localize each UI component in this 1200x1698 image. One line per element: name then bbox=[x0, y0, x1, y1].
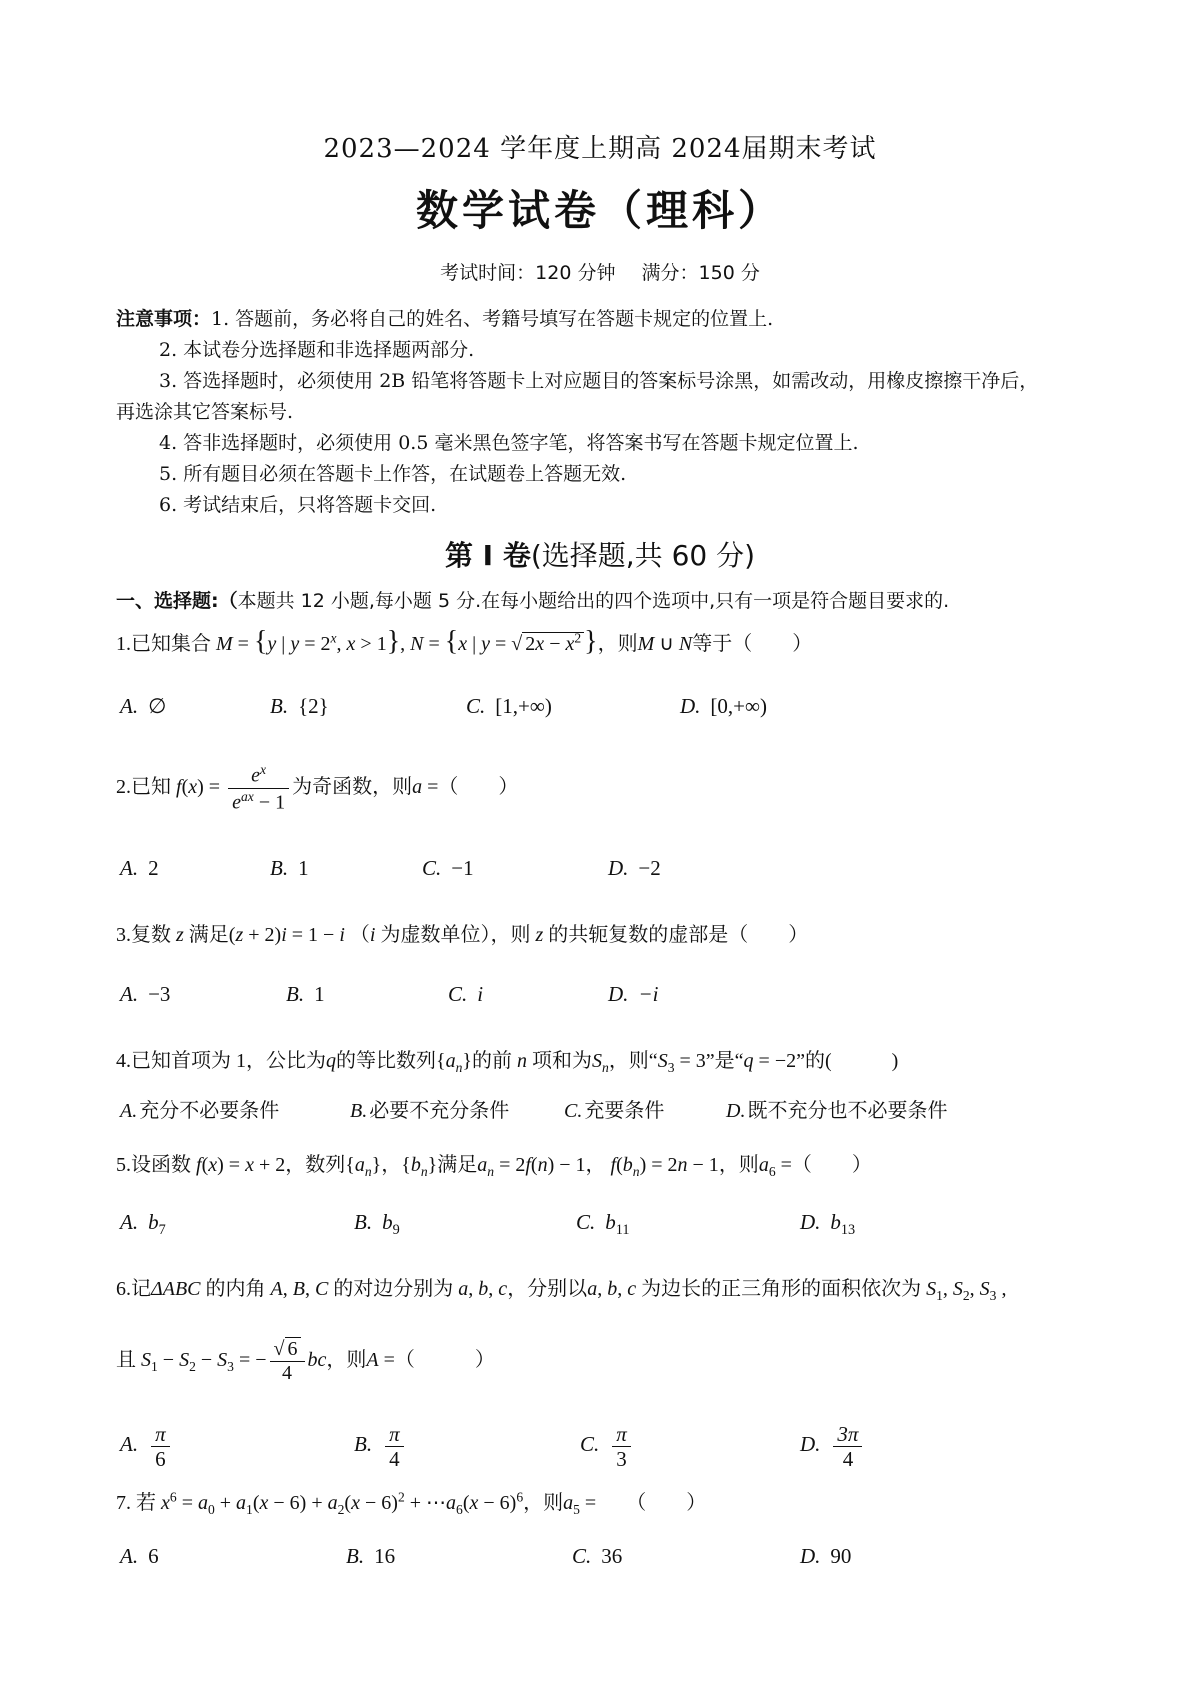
option: A. 6 bbox=[120, 1544, 159, 1568]
question-4: 4.已知首项为 1，公比为q的等比数列$\{a_n\}$的前 n 项和为$S_n$，则“$S_3 = 3$”是“q = −2”的( ) bbox=[116, 1050, 899, 1075]
exam-score: 满分：150 分 bbox=[641, 262, 760, 284]
option: B. {2} bbox=[270, 694, 329, 718]
option: D. 90 bbox=[800, 1544, 852, 1568]
math-expression: f(x) = $\frac{e^x}{e^{ax} - 1}$ bbox=[176, 776, 292, 798]
option: B. 1 bbox=[286, 982, 325, 1006]
option: A. 2 bbox=[120, 856, 159, 880]
instruction-line: 2. 本试卷分选择题和非选择题两部分. bbox=[159, 339, 475, 361]
question-3: 3.复数 z 满足(z + 2)i = 1 − i （i 为虚数单位），则 z 的共轭复数的虚部是（ ） bbox=[116, 924, 809, 946]
option: C. $\frac{\pi}{3}$ bbox=[580, 1422, 634, 1471]
option: A. $\frac{\pi}{6}$ bbox=[120, 1422, 173, 1471]
option: D. −2 bbox=[608, 856, 661, 880]
option: C. 充要条件 bbox=[564, 1100, 665, 1122]
math-expression: $S_1 - S_2 - S_3$ = − $\frac{√ 6}{4}$ bc bbox=[141, 1338, 327, 1384]
part-heading: 第 I 卷(选择题,共 60 分) bbox=[444, 539, 756, 572]
option: A. $b_7$ bbox=[120, 1210, 166, 1239]
math-expression: M = {y | $y = 2^x$, x > 1}, N = {x | y = √ $2x - x^2$ } bbox=[216, 626, 598, 657]
math-expression: $\{a_n\}$ bbox=[436, 1050, 473, 1075]
option: D. 既不充分也不必要条件 bbox=[726, 1100, 948, 1122]
option: C. [1,+∞) bbox=[466, 694, 552, 718]
instruction-line: 6. 考试结束后，只将答题卡交回. bbox=[159, 494, 437, 516]
exam-header: 2023—2024 学年度上期高 2024届期末考试 bbox=[323, 134, 877, 164]
option: B. $\frac{\pi}{4}$ bbox=[354, 1422, 407, 1471]
instructions bbox=[116, 304, 1106, 521]
option: B. $b_9$ bbox=[354, 1210, 400, 1239]
math-expression: $x^6 = a_0 + a_1(x - 6) + a_2(x - 6)^2$ + $\cdots a_6(x - 6)^6$ bbox=[161, 1489, 524, 1517]
instruction-line: 注意事项：1. 答题前，务必将自己的姓名、考籍号填写在答题卡规定的位置上. bbox=[116, 308, 774, 330]
option: D. −i bbox=[608, 982, 659, 1006]
question-7: 7. 若 $x^6 = a_0 + a_1(x - 6) + a_2(x - 6)^2$ + $\cdots a_6(x - 6)^6$，则$a_5$ = （ ） bbox=[116, 1489, 707, 1517]
question-6-condition: 且 $S_1 - S_2 - S_3$ = − $\frac{√ 6}{4}$ bc，则A =（ ） bbox=[116, 1338, 495, 1384]
exam-meta bbox=[0, 258, 1200, 285]
instruction-line: 4. 答非选择题时，必须使用 0.5 毫米黑色签字笔，将答案书写在答题卡规定位置上. bbox=[159, 432, 859, 454]
question-6: 6.记ΔABC 的内角 A, B, C 的对边分别为 a, b, c，分别以a, b, c 为边长的正三角形的面积依次为 $S_1$, $S_2$, $S_3$ , bbox=[116, 1278, 1007, 1303]
option: D. $\frac{3\pi}{4}$ bbox=[800, 1422, 865, 1471]
instruction-line: 5. 所有题目必须在答题卡上作答，在试题卷上答题无效. bbox=[159, 463, 627, 485]
question-2: 2.已知 f(x) = $\frac{e^x}{e^{ax} - 1}$ 为奇函数，则a =（ ） bbox=[116, 762, 519, 814]
math-expression: (z + 2)i = 1 − i bbox=[228, 924, 345, 946]
section-heading: 一、选择题:（本题共 12 小题,每小题 5 分.在每小题给出的四个选项中,只有一项是符合题目要求的. bbox=[116, 590, 950, 612]
option: B. 必要不充分条件 bbox=[350, 1100, 510, 1122]
page-title: 数学试卷（理科） bbox=[415, 186, 784, 235]
instruction-line: 再选涂其它答案标号. bbox=[116, 401, 294, 423]
question-5: 5.设函数 f(x) = x + 2，数列$\{a_n\}$，$\{b_n\}$满足$a_n = 2f(n) - 1$， $f(b_n) = 2n - 1$，则$a_6$ =（ ） bbox=[116, 1154, 872, 1179]
instruction-line: 3. 答选择题时，必须使用 2B 铅笔将答题卡上对应题目的答案标号涂黑，如需改动，用橡皮擦擦干净后， bbox=[159, 370, 1039, 392]
option: A. ∅ bbox=[120, 694, 167, 718]
option: C. 36 bbox=[572, 1544, 623, 1568]
option: C. $b_{11}$ bbox=[576, 1210, 630, 1239]
option: D. [0,+∞) bbox=[680, 694, 767, 718]
option: A. 充分不必要条件 bbox=[120, 1100, 280, 1122]
option: A. −3 bbox=[120, 982, 171, 1006]
question-1: 1.已知集合 M = {y | $y = 2^x$, x > 1}, N = {x | y = √ $2x - x^2$ }，则M ∪ N等于（ ） bbox=[116, 626, 813, 657]
instructions-label: 注意事项： bbox=[116, 308, 212, 330]
option: D. $b_{13}$ bbox=[800, 1210, 856, 1239]
math-expression: f(x) = x + 2 bbox=[196, 1154, 286, 1176]
option: B. 1 bbox=[270, 856, 309, 880]
exam-time: 考试时间：120 分钟 bbox=[440, 262, 616, 284]
option: C. −1 bbox=[422, 856, 474, 880]
option: C. i bbox=[448, 982, 484, 1006]
option: B. 16 bbox=[346, 1544, 396, 1568]
